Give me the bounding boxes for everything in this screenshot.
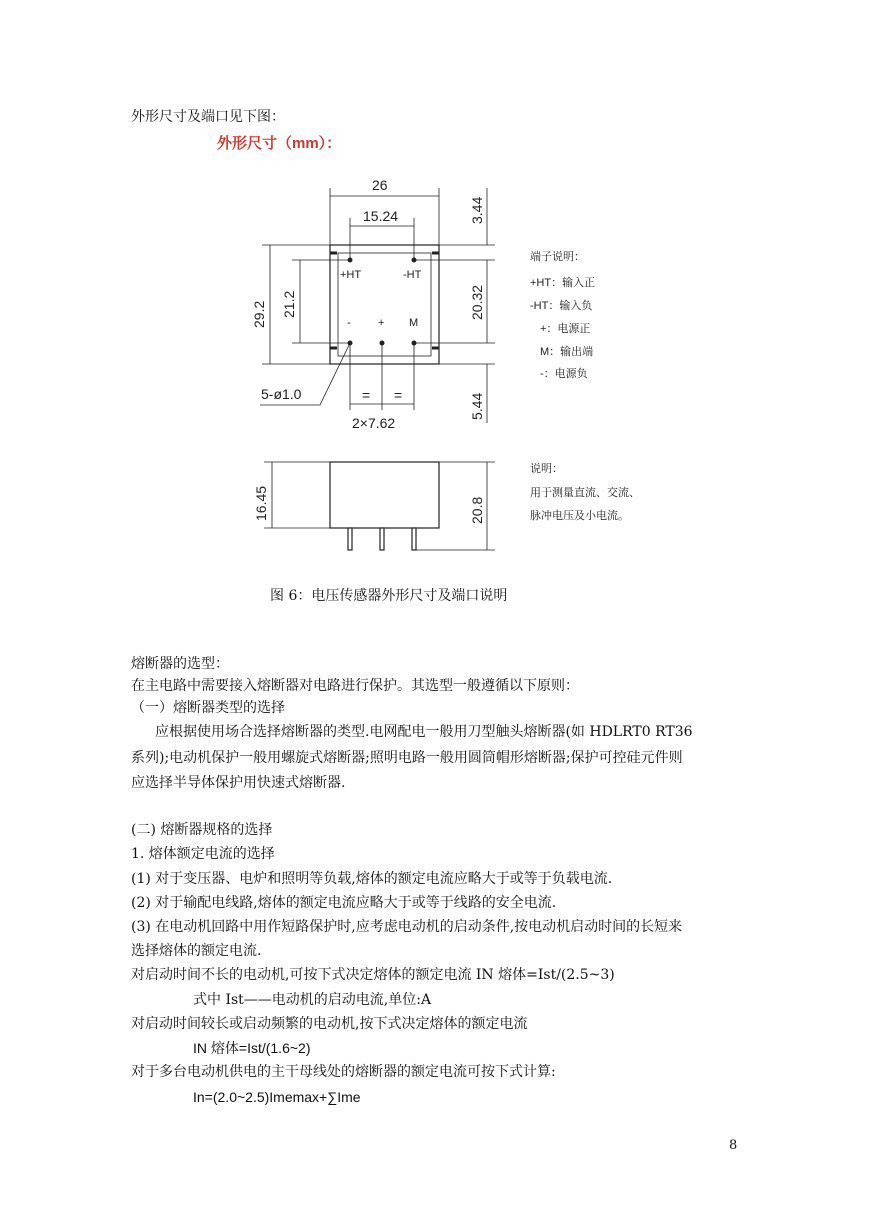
body-line: 对启动时间较长或启动频繁的电动机,按下式决定熔体的额定电流 <box>131 1016 528 1032</box>
note-line: 脉冲电压及小电流。 <box>530 510 629 522</box>
top-view-body <box>330 245 439 364</box>
dim-3-44: 3.44 <box>469 196 485 224</box>
figure-caption: 图 6：电压传感器外形尺寸及端口说明 <box>270 588 508 604</box>
dim-26: 26 <box>372 177 388 193</box>
body-line: (3) 在电动机回路中用作短路保护时,应考虑电动机的启动条件,按电动机启动时间的长短来 <box>131 919 683 935</box>
body-line: 应根据使用场合选择熔断器的类型.电网配电一般用刀型触头熔断器(如 HDLRT0 RT36 <box>155 724 693 740</box>
body-line: 选择熔体的额定电流. <box>131 943 262 959</box>
body-line: 式中 Ist——电动机的启动电流,单位:A <box>193 992 432 1008</box>
dim-29-2: 29.2 <box>251 300 267 328</box>
dim-15-24: 15.24 <box>363 208 399 224</box>
label-minus-ht: -HT <box>403 269 422 281</box>
legend-item: +HT：输入正 <box>530 277 596 289</box>
body-line: (2) 对于输配电线路,熔体的额定电流应略大于或等于线路的安全电流. <box>131 895 557 911</box>
legend-item: +：电源正 <box>540 323 591 335</box>
dim-21-2: 21.2 <box>281 290 297 318</box>
label-plus: + <box>378 317 385 329</box>
body-line: 在主电路中需要接入熔断器对电路进行保护。其选型一般遵循以下原则： <box>131 678 579 694</box>
body-line: （一）熔断器类型的选择 <box>131 700 285 716</box>
side-view-body <box>330 462 439 528</box>
eq-1: = <box>362 387 371 403</box>
body-line: IN 熔体=Ist/(1.6~2) <box>193 1040 311 1056</box>
page-number: 8 <box>729 1138 738 1153</box>
intro-line: 外形尺寸及端口见下图： <box>131 109 285 125</box>
body-line: 对启动时间不长的电动机,可按下式决定熔体的额定电流 IN 熔体=Ist/(2.5~3) <box>131 967 615 983</box>
dim-20-8: 20.8 <box>469 496 485 524</box>
body-line: (1) 对于变压器、电炉和照明等负载,熔体的额定电流应略大于或等于负载电流. <box>131 871 613 887</box>
legend-item: -HT：输入负 <box>530 300 593 312</box>
dim-5-44: 5.44 <box>469 392 485 420</box>
body-line: 系列);电动机保护一般用螺旋式熔断器;照明电路一般用圆筒帽形熔断器;保护可控硅元件则 <box>131 750 683 766</box>
body-line: (二) 熔断器规格的选择 <box>131 822 273 838</box>
dim-16-45: 16.45 <box>253 485 269 521</box>
label-plus-ht: +HT <box>340 269 362 281</box>
body-line: In=(2.0~2.5)Imemax+∑Ime <box>193 1089 361 1105</box>
label-minus: - <box>347 317 351 329</box>
body-line: 1. 熔体额定电流的选择 <box>131 846 275 862</box>
body-line: 对于多台电动机供电的主干母线处的熔断器的额定电流可按下式计算: <box>131 1064 556 1080</box>
body-line: 应选择半导体保护用快速式熔断器. <box>131 775 346 791</box>
figure-heading: 外形尺寸（mm）： <box>217 135 342 152</box>
holes-label: 5-ø1.0 <box>261 386 302 402</box>
label-m: M <box>409 317 419 329</box>
legend-item: M：输出端 <box>540 346 594 358</box>
dim-pitch: 2×7.62 <box>352 415 396 431</box>
dim-20-32: 20.32 <box>469 284 485 320</box>
note-line: 用于测量直流、交流、 <box>530 487 640 499</box>
eq-2: = <box>394 387 403 403</box>
dimension-figure <box>200 128 700 558</box>
legend-item: -：电源负 <box>540 368 588 380</box>
note-title: 说明： <box>530 463 563 475</box>
legend-title: 端子说明： <box>530 251 585 263</box>
body-line: 熔断器的选型： <box>131 656 229 672</box>
